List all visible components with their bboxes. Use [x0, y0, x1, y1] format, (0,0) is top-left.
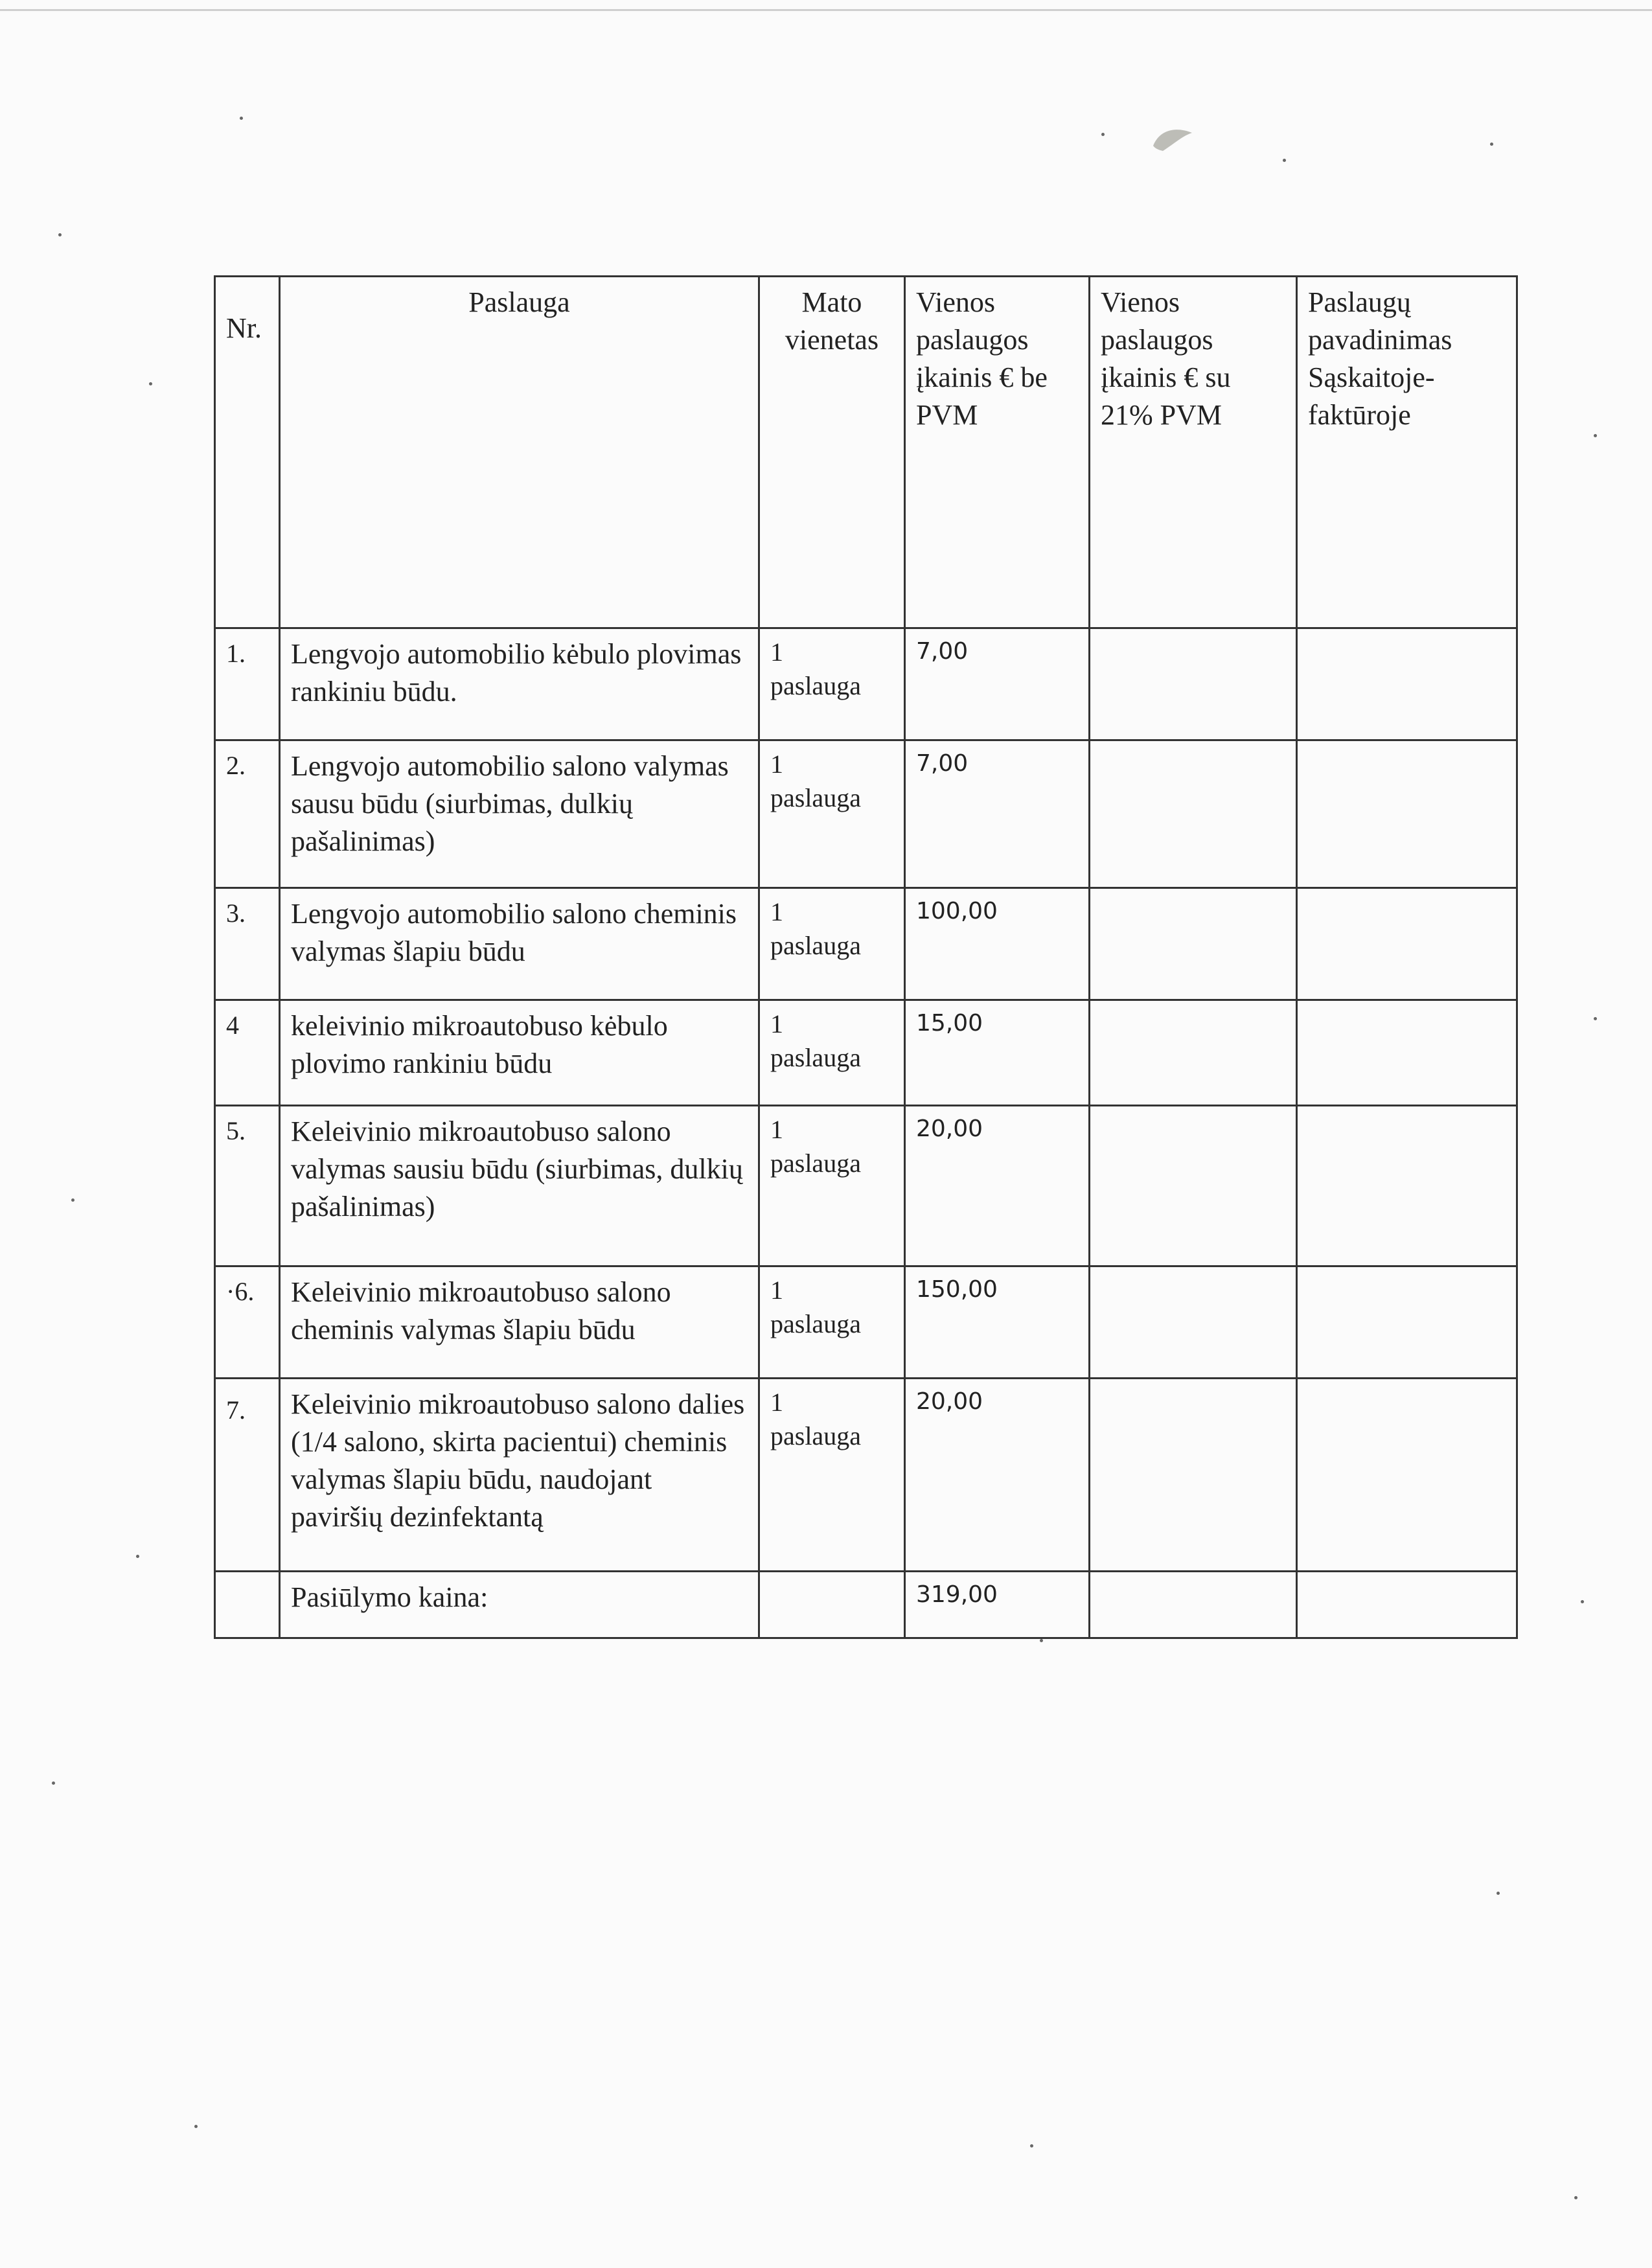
row-service: Keleivinio mikroautobuso salono valymas sausiu būdu (siurbimas, dulkių pašalinimas): [280, 1106, 759, 1266]
row-unit: [759, 1379, 905, 1572]
unit-name: paslauga: [770, 1043, 861, 1072]
unit-qty: 1: [770, 1009, 783, 1038]
table-row: [215, 1379, 1517, 1572]
row-price-vat: [1090, 1379, 1297, 1572]
scan-speck: [1581, 1600, 1584, 1603]
row-nr: 2.: [215, 740, 280, 888]
row-nr: 4: [215, 1000, 280, 1106]
header-price-no-vat: Vienos paslaugos įkainis € be PVM: [905, 277, 1090, 628]
row-invoice-name: [1297, 888, 1517, 1000]
scan-speck: [71, 1198, 75, 1202]
scan-speck: [194, 2125, 198, 2128]
table-row: [215, 1000, 1517, 1106]
row-unit: [759, 888, 905, 1000]
row-service: Keleivinio mikroautobuso salono cheminis valymas šlapiu būdu: [280, 1266, 759, 1379]
row-service: Lengvojo automobilio salono cheminis valymas šlapiu būdu: [280, 888, 759, 1000]
table-header-row: [215, 277, 1517, 628]
total-row: [215, 1572, 1517, 1638]
total-label: Pasiūlymo kaina:: [280, 1572, 759, 1638]
scan-speck: [52, 1781, 55, 1785]
row-unit: [759, 1266, 905, 1379]
table-row: [215, 628, 1517, 740]
row-service: Lengvojo automobilio kėbulo plovimas rankiniu būdu.: [280, 628, 759, 740]
scan-speck: [1497, 1892, 1500, 1895]
unit-qty: 1: [770, 637, 783, 667]
row-price: 15,00: [905, 1000, 1090, 1106]
row-invoice-name: [1297, 1266, 1517, 1379]
header-price-vat: Vienos paslaugos įkainis € su 21% PVM: [1090, 277, 1297, 628]
header-nr: Nr.: [215, 277, 280, 628]
unit-name: paslauga: [770, 1421, 861, 1450]
total-vat-cell: [1090, 1572, 1297, 1638]
row-nr: 5.: [215, 1106, 280, 1266]
row-invoice-name: [1297, 740, 1517, 888]
scan-speck: [58, 233, 62, 236]
header-invoice-name: Paslaugų pavadinimas Sąskaitoje-faktūroje: [1297, 277, 1517, 628]
scan-speck: [1594, 1017, 1597, 1020]
total-unit-cell: [759, 1572, 905, 1638]
unit-qty: 1: [770, 1276, 783, 1305]
row-unit: [759, 1000, 905, 1106]
unit-qty: 1: [770, 1115, 783, 1144]
row-price: 20,00: [905, 1106, 1090, 1266]
scan-speck: [1040, 1639, 1043, 1642]
ink-stain: [1150, 126, 1195, 152]
row-price: 150,00: [905, 1266, 1090, 1379]
unit-qty: 1: [770, 897, 783, 926]
scan-speck: [240, 117, 243, 120]
row-nr: ·6.: [215, 1266, 280, 1379]
scan-speck: [136, 1555, 139, 1558]
table-row: [215, 1106, 1517, 1266]
scan-speck: [1101, 133, 1105, 136]
row-price: 7,00: [905, 740, 1090, 888]
unit-name: paslauga: [770, 671, 861, 700]
unit-name: paslauga: [770, 1149, 861, 1178]
row-price: 7,00: [905, 628, 1090, 740]
table-row: [215, 740, 1517, 888]
row-unit: [759, 740, 905, 888]
unit-qty: 1: [770, 1388, 783, 1417]
row-price: 100,00: [905, 888, 1090, 1000]
row-nr: 7.: [215, 1379, 280, 1572]
scan-speck: [1594, 434, 1597, 437]
scan-speck: [149, 382, 152, 385]
row-price-vat: [1090, 1106, 1297, 1266]
scan-speck: [1030, 2144, 1033, 2148]
row-invoice-name: [1297, 628, 1517, 740]
total-value: 319,00: [905, 1572, 1090, 1638]
row-price-vat: [1090, 1266, 1297, 1379]
row-unit: [759, 628, 905, 740]
row-invoice-name: [1297, 1000, 1517, 1106]
row-service: keleivinio mikroautobuso kėbulo plovimo rankiniu būdu: [280, 1000, 759, 1106]
header-service: Paslauga: [280, 277, 759, 628]
row-invoice-name: [1297, 1379, 1517, 1572]
row-price-vat: [1090, 888, 1297, 1000]
table-row: [215, 888, 1517, 1000]
row-nr: 1.: [215, 628, 280, 740]
services-price-table: [214, 275, 1518, 1639]
unit-name: paslauga: [770, 783, 861, 812]
row-unit: [759, 1106, 905, 1266]
scan-edge-line: [0, 9, 1652, 11]
row-price-vat: [1090, 1000, 1297, 1106]
row-invoice-name: [1297, 1106, 1517, 1266]
row-price-vat: [1090, 740, 1297, 888]
header-unit: Mato vienetas: [759, 277, 905, 628]
scan-speck: [1574, 2196, 1577, 2199]
row-price-vat: [1090, 628, 1297, 740]
row-service: Lengvojo automobilio salono valymas sausu būdu (siurbimas, dulkių pašalinimas): [280, 740, 759, 888]
row-nr: 3.: [215, 888, 280, 1000]
total-invoice-cell: [1297, 1572, 1517, 1638]
table-row: [215, 1266, 1517, 1379]
unit-name: paslauga: [770, 1309, 861, 1338]
scan-speck: [1283, 159, 1286, 162]
unit-qty: 1: [770, 750, 783, 779]
total-nr-cell: [215, 1572, 280, 1638]
scan-speck: [1490, 143, 1493, 146]
unit-name: paslauga: [770, 931, 861, 960]
row-service: Keleivinio mikroautobuso salono dalies (1/4 salono, skirta pacientui) cheminis valymas šlapiu būdu, naudojant paviršių dezinfektantą: [280, 1379, 759, 1572]
row-price: 20,00: [905, 1379, 1090, 1572]
